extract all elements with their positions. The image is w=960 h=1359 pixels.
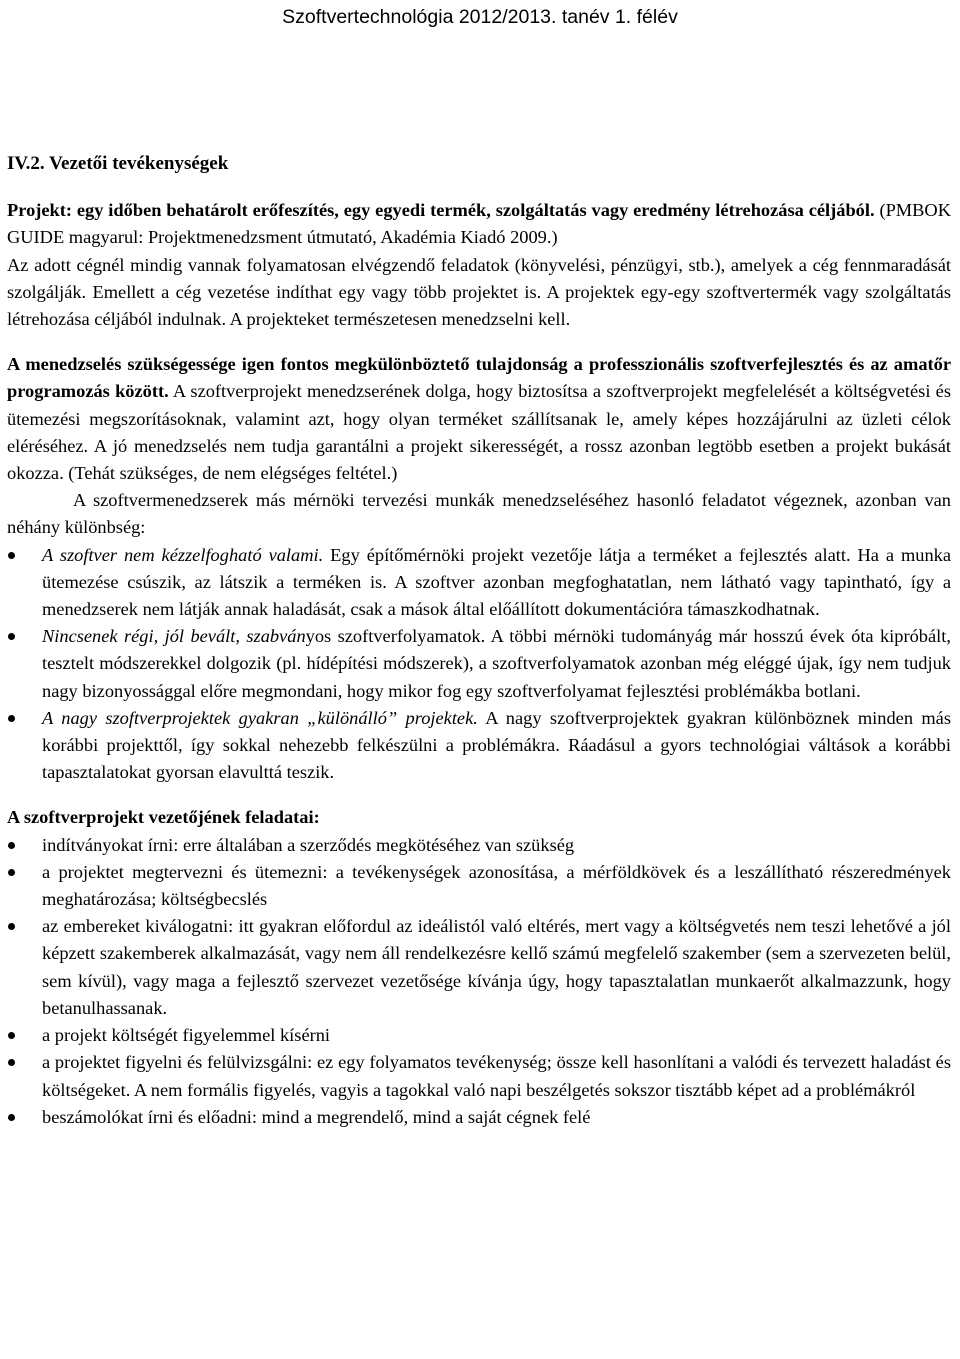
task-text: a projektet megtervezni és ütemezni: a tevékenységek azonosítása, a mérföldkövek és a leszállítható részeredmények meghatározása; költségbecslés xyxy=(42,861,951,910)
project-definition xyxy=(7,197,951,251)
task-text: indítványokat írni: erre általában a szerződés megkötéséhez van szükség xyxy=(42,834,575,855)
difference-text: A nagy szoftverprojektek gyakran különböznek minden más korábbi projekttől, így sokkal nehezebb felkészülni a problémákra. Ráadásul a gyors technológiai váltások a korábbi tapasztalatokat gyorsan elavulttá teszik. xyxy=(42,707,951,783)
difference-title: A nagy szoftverprojektek gyakran „különálló” projektek. xyxy=(42,707,478,728)
bullet-icon xyxy=(8,1032,15,1039)
management-paragraph xyxy=(7,351,951,487)
bullet-icon xyxy=(8,552,15,559)
definition-source: (PMBOK GUIDE magyarul: Projektmenedzsment útmutató, Akadémia Kiadó 2009.) xyxy=(7,200,951,248)
bullet-icon xyxy=(8,1114,15,1121)
management-bold: A menedzselés szükségessége igen fontos megkülönböztető tulajdonság a professzionális szoftverfejlesztés és az amatőr programozás között. xyxy=(7,354,951,402)
document-body xyxy=(7,150,951,1131)
difference-title: A szoftver nem kézzelfogható valami. xyxy=(42,544,324,565)
bullet-icon xyxy=(8,869,15,876)
task-item xyxy=(7,913,951,1022)
difference-item xyxy=(7,623,951,705)
bullet-icon xyxy=(8,715,15,722)
task-text: a projekt költségét figyelemmel kísérni xyxy=(42,1025,331,1046)
task-text: a projektet figyelni és felülvizsgálni: ez egy folyamatos tevékenység; össze kell hasonlítani a valódi és tervezett haladást és költségeket. A nem formális figyelés, vagyis a tagokkal való napi beszélgetés sokszor tisztább képet ad a problémákról xyxy=(42,1052,951,1100)
management-text: A szoftverprojekt menedzserének dolga, hogy biztosítsa a szoftverprojekt megfelelését a költségvetési és ütemezési megszorításoknak, valamint azt, hogy olyan terméket szállítsanak le, amely képes hozzájárulni az üzleti célok eléréséhez. A jó menedzselés nem tudja garantálni a projekt sikerességét, a rossz azonban legtöbb esetben a projekt bukását okozza. (Tehát szükséges, de nem elégséges feltétel.) xyxy=(7,381,951,484)
bullet-icon xyxy=(8,842,15,849)
difference-text: Egy építőmérnöki projekt vezetője látja a terméket a fejlesztés alatt. Ha a munka ütemezése csúszik, az látszik a terméken is. A szoftver azonban megfoghatatlan, nem látható vagy tapintható, így a menedzserek nem látják annak haladását, csak a mások által előállított dokumentációra támaszkodhatnak. xyxy=(42,544,951,620)
task-item xyxy=(7,1049,951,1103)
task-item xyxy=(7,859,951,913)
difference-item xyxy=(7,542,951,624)
tasks-heading xyxy=(7,804,951,831)
page-header: Szoftvertechnológia 2012/2013. tanév 1. félév xyxy=(282,6,678,28)
intro-paragraph: Az adott cégnél mindig vannak folyamatosan elvégzendő feladatok (könyvelési, pénzügyi, stb.), amelyek a cég fennmaradását szolgálják. Emellett a cég vezetése indíthat egy vagy több projektet is. A projektek egy-egy szoftvertermék vagy szolgáltatás létrehozása céljából indulnak. A projekteket természetesen menedzselni kell. xyxy=(7,254,951,330)
tasks-heading-text: A szoftverprojekt vezetőjének feladatai: xyxy=(7,807,320,828)
task-text: az embereket kiválogatni: itt gyakran előfordul az ideálistól való eltérés, mert vagy a költségvetés nem teszi lehetővé a jól képzett szakemberek alkalmazását, vagy nem áll rendelkezésre kellő számú megfelelő szakember (sem a szervezeten belül, sem kívül), vagy maga a fejlesztő szervezet vezetősége kívánja úgy, hogy tapasztalatlan munkaerőt alkalmazzunk, hogy betanulhassanak. xyxy=(42,916,951,1018)
differences-intro: A szoftvermenedzserek más mérnöki tervezési munkák menedzseléséhez hasonló feladatot végeznek, azonban van néhány különbség: xyxy=(7,490,951,538)
difference-title: Nincsenek régi, jól bevált, szabván xyxy=(42,626,306,647)
bullet-icon xyxy=(8,923,15,930)
bullet-icon xyxy=(8,633,15,640)
difference-text: yos szoftverfolyamatok. A többi mérnöki tudományág már hosszú évek óta kipróbált, tesztelt módszerekkel dolgozik (pl. hídépítési módszerek), a szoftverfolyamatok azonban még eléggé újak, így nem tudjuk nagy bizonyossággal előre megmondani, hogy mikor fog egy szoftverfolyamat fejlesztési problémákba botlani. xyxy=(42,626,951,701)
task-text: beszámolókat írni és előadni: mind a megrendelő, mind a saját cégnek felé xyxy=(42,1106,591,1127)
task-item xyxy=(7,1022,951,1049)
task-item xyxy=(7,1104,951,1131)
task-item xyxy=(7,832,951,859)
bullet-icon xyxy=(8,1059,15,1066)
definition-bold: Projekt: egy időben behatárolt erőfeszítés, egy egyedi termék, szolgáltatás vagy eredmény létrehozása céljából. xyxy=(7,200,875,221)
section-title: IV.2. Vezetői tevékenységek xyxy=(7,153,229,174)
difference-item xyxy=(7,705,951,787)
differences-list xyxy=(7,542,951,787)
tasks-list xyxy=(7,832,951,1131)
